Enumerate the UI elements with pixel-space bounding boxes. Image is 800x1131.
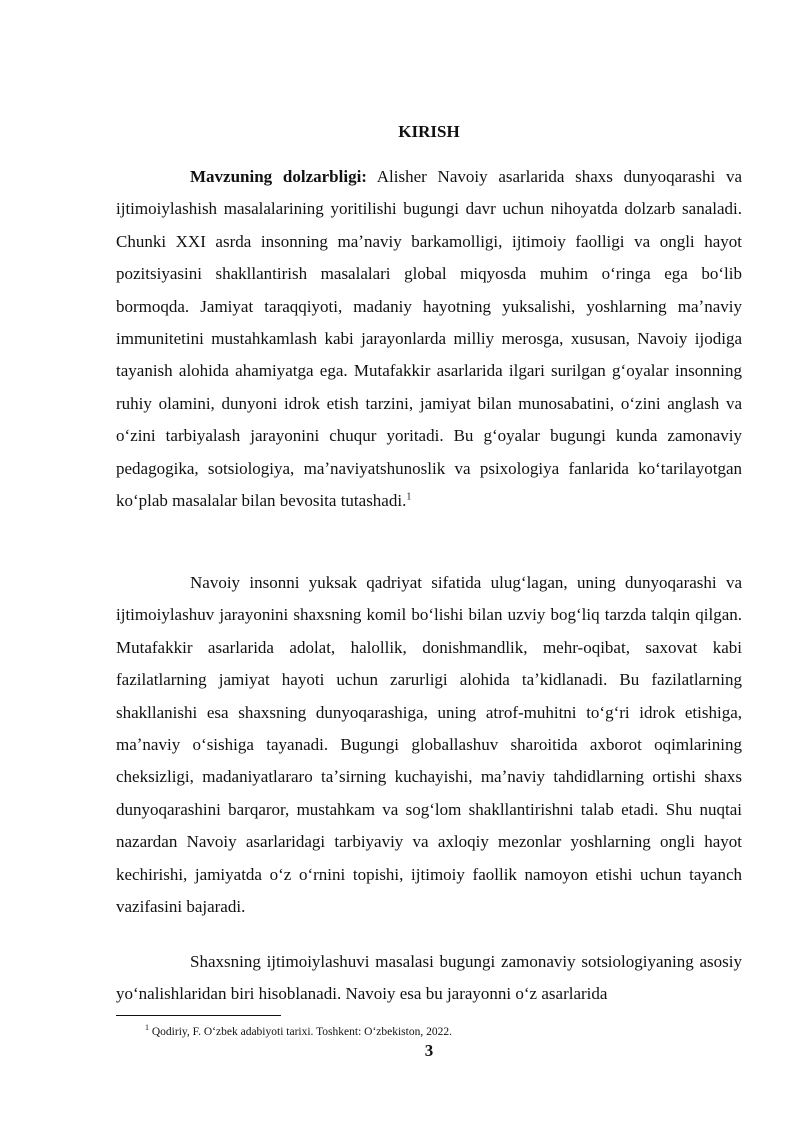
footnote-reference[interactable]: 1: [406, 491, 412, 503]
paragraph-socialization: Shaxsning ijtimoiylashuvi masalasi bugungi zamonaviy sotsiologiyaning asosiy yoʻnalishlaridan biri hisoblanadi. Navoiy esa bu jarayonni oʻz asarlarida: [116, 952, 742, 1004]
page-number: 3: [424, 1041, 434, 1060]
footnote-text: Qodiriy, F. Oʻzbek adabiyoti tarixi. Toshkent: Oʻzbekiston, 2022.: [149, 1026, 452, 1038]
footnote: [145, 1024, 745, 1040]
footnote-separator: [116, 1015, 281, 1016]
paragraph-text: Alisher Navoiy asarlarida shaxs dunyoqarashi va ijtimoiylashish masalalarining yoritilishi bugungi davr uchun nihoyatda dolzarb sanaladi. Chunki XXI asrda insonning maʼnaviy barkamolligi, ijtimoiy faolligi va ongli hayot pozitsiyasini shakllantirish masalalari global miqyosda muhim oʻringa ega boʻlib bormoqda. Jamiyat taraqqiyoti, madaniy hayotning yuksalishi, yoshlarning maʼnaviy immunitetini mustahkamlash kabi jarayonlarda milliy merosga, xususan, Navoiy ijodiga tayanish alohida ahamiyatga ega. Mutafakkir asarlarida ilgari surilgan gʻoyalar insonning ruhiy olamini, dunyoni idrok etish tarzini, jamiyat bilan munosabatini, oʻzini anglash va oʻzini tarbiyalash jarayonini chuqur yoritadi. Bu gʻoyalar bugungi kunda zamonaviy pedagogika, sotsiologiya, maʼnaviyatshunoslik va psixologiya fanlarida koʻtarilayotgan koʻplab masalalar bilan bevosita tutashadi.: [116, 167, 742, 511]
footnote-marker: 1: [145, 1023, 149, 1033]
paragraph-lead: Mavzuning dolzarbligi:: [190, 167, 367, 186]
paragraph-relevance: [116, 161, 742, 517]
section-heading: KIRISH: [398, 122, 460, 141]
paragraph-navoiy-values: Navoiy insonni yuksak qadriyat sifatida ulugʻlagan, uning dunyoqarashi va ijtimoiylashuv jarayonini shaxsning komil boʻlishi bilan uzviy bogʻliq tarzda talqin qilgan. Mutafakkir asarlarida adolat, halollik, donishmandlik, mehr-oqibat, saxovat kabi fazilatlarning jamiyat hayoti uchun zarurligi alohida taʼkidlanadi. Bu fazilatlarning shakllanishi esa shaxsning dunyoqarashiga, uning atrof-muhitni toʻgʻri idrok etishiga, maʼnaviy oʻsishiga tayanadi. Bugungi globallashuv sharoitida axborot oqimlarining cheksizligi, madaniyatlararo taʼsirning kuchayishi, maʼnaviy tahdidlarning ortishi shaxs dunyoqarashini barqaror, mustahkam va sogʻlom shakllantirishni talab etadi. Shu nuqtai nazardan Navoiy asarlaridagi tarbiyaviy va axloqiy mezonlar yoshlarning ongli hayot kechirishi, jamiyatda oʻz oʻrnini topishi, ijtimoiy faollik namoyon etishi uchun tayanch vazifasini bajaradi.: [116, 573, 742, 917]
